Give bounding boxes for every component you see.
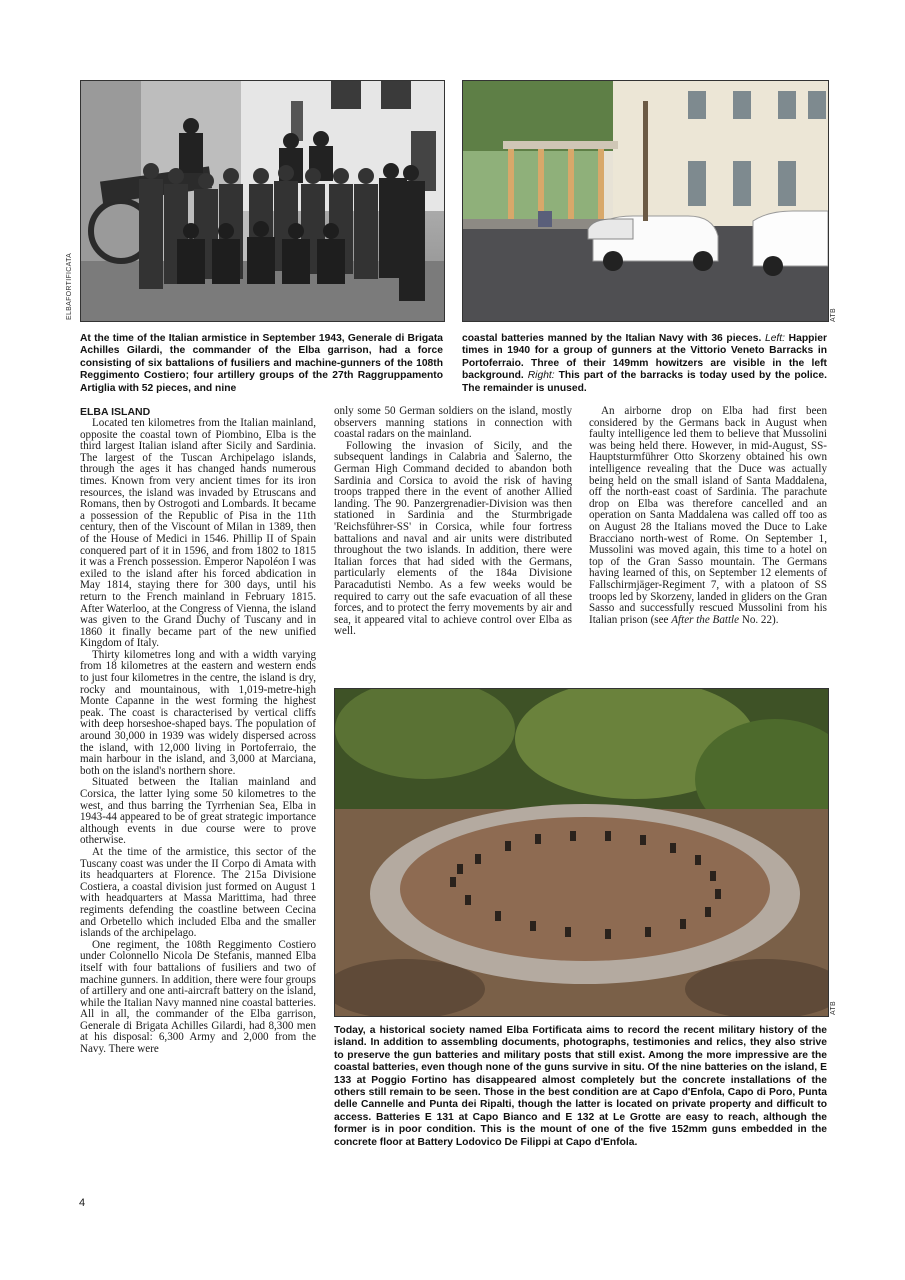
section-heading: ELBA ISLAND [80,406,151,418]
gun-mount-photo-image [335,689,828,1016]
page-number: 4 [79,1197,86,1209]
caption-top-left-text: At the time of the Italian armistice in September 1943, Generale di Brigata Achilles Gilardi, the commander of the Elba garrison, had a force consisting of six battalions of fusiliers and machine-gunners of the 108th Reggimento Costiero; four artillery groups of the 27th Raggruppamento Artiglia with 52 pieces, and nine [80,333,443,394]
col3-text-end: No. 22). [741,613,779,626]
col1-paragraph: Situated between the Italian mainland and Corsica, the latter lying some 50 kilometres to the west, and thus barring the Tyrrhenian Sea, Elba in 1943-44 appeared to be of great strategic importance although events in due course were to prove otherwise. [80,776,316,847]
barracks-photo-image [463,81,828,321]
photo-gunners-1940 [80,80,445,322]
caption-top-right-part2: Happier times in 1940 for a group of gunners at the Vittorio Veneto Barracks in Portoferraio. Three of their 149mm howitzers are visible in the left background. [462,333,827,382]
photo-barracks-today [462,80,829,322]
caption-bottom-text: Today, a historical society named Elba Fortificata aims to record the recent military history of the island. In addition to assembling documents, photographs, testimonies and relics, they also strive to preserve the gun batteries and military posts that still exist. Among the more impressive are the coastal batteries, even though none of the guns survive in situ. Of the nine batteries on the island, E 133 at Poggio Fortino has disappeared almost completely but the concrete installations of the others still remain to be seen. Those in the best condition are at Capo d'Enfola, Capo di Poro, Punta delle Cannelle and Punta dei Ripalti, though the latter is located on private property and difficult to access. Batteries E 131 at Capo Bianco and E 132 at Le Grotte are easy to reach, although the former is in poor condition. This is the mount of one of the five 152mm guns embedded in the concrete floor at Battery Lodovico De Filippi at Capo d'Enfola. [334,1025,827,1148]
caption-top-right-part1: coastal batteries manned by the Italian Navy with 36 pieces. [462,333,762,344]
col3-text: An airborne drop on Elba had first been considered by the Germans back in August when faulty intelligence led them to believe that Mussolini was being held there. However, in mid-August, SS-Hauptsturmführer Otto Skorzeny obtained his own intelligence revealing that the Duce was actually being held on the small island of Santa Maddalena, off the north-east coast of Sardinia. The parachute drop on Elba was therefore cancelled and an operation on Santa Maddalena was called off too as on August 28 the Italians moved the Duce to Lake Bracciano north-west of Rome. On September 1, Mussolini was moved again, this time to a hotel on top of the Gran Sasso mountain. The Germans having learned of this, on September 12 elements of Fallschirmjäger-Regiment 7, with a platoon of SS troops led by Skorzeny, landed in gliders on the Gran Sasso and successfully rescued Mussolini from his Italian prison (see [589,405,827,626]
photo-credit-left: ELBAFORTIFICATA [66,252,73,320]
photo-gun-mount [334,688,829,1017]
caption-top-right [462,333,827,395]
caption-top-right-text [462,333,827,395]
article-column-3 [589,406,827,626]
col1-paragraph: One regiment, the 108th Reggimento Costiero under Colonnello Nicola De Stefanis, manned Elba itself with four battalions of fusiliers and two of machine gunners. In addition, there were four groups of artillery and one anti-aircraft battery on the island, while the Italian Navy manned nine coastal batteries. All in all, the commander of the Elba garrison, Generale di Brigata Achilles Gilardi, had 8,300 men at his disposal: 6,300 Army and 2,000 from the Navy. There were [80,938,316,1056]
col2-paragraph: only some 50 German soldiers on the island, mostly observers manning stations in connection with coastal radars on the mainland. [334,405,572,441]
col1-paragraph: Thirty kilometres long and with a width varying from 18 kilometres at the eastern and western ends to just four kilometres in the centre, the island is dry, rocky and mountainous, with 1,019-metre-high Monte Capanne in the west forming the highest peak. The coast is characterised by vertical cliffs with deep horseshoe-shaped bays. The population of around 30,000 in 1939 was widely dispersed across the island, with 12,000 living in Portoferraio, the main harbour in the island, and 3,000 at Marciana, both on the island's northern shore. [80,648,316,777]
article-column-2 [334,406,572,638]
photo-credit-right: ATB [830,308,837,322]
gunners-photo-image [81,81,444,321]
col1-paragraph: At the time of the armistice, this sector of the Tuscany coast was under the II Corpo di Amata with its headquarters at Florence. The 215a Divisione Costiera, a coastal division just formed on August 1 with headquarters at Massa Marittima, had three regiments defending the coastline between Cecina and Orbetello which included Elba and the smaller islands of the archipelago. [80,845,316,940]
article-column-1 [80,406,316,1056]
col1-paragraph: Located ten kilometres from the Italian mainland, opposite the coastal town of Piombino, Elba is the third largest Italian island after Sicily and Sardinia. The largest of the Tuscan Archipelago islands, through the ages it has changed hands numerous times. Known from very ancient times for its iron resources, the island was invaded by Etruscans and Romans, then by Ostrogoti and Lombards. It became a possession of the Republic of Pisa in the 11th century, then of the Viscount of Milan in 1389, then of the House of Medici in 1546. Phillip II of Spain conquered part of it in 1596, and from 1802 to 1815 it was a French possession. Emperor Napoléon I was exiled to the island after his forced abdication in May 1814, staying there for 300 days, until his return to the French mainland in February 1815. After Waterloo, at the Congress of Vienna, the island was given to the Grand Duchy of Tuscany and in 1860 it finally became part of the new unified Kingdom of Italy. [80,417,316,650]
caption-left-label: Left: [764,333,786,344]
caption-top-left [80,333,443,395]
col2-paragraph: Following the invasion of Sicily, and the subsequent landings in Calabria and Salerno, the German High Command decided to abandon both Sardinia and Corsica to avoid the risk of having troops trapped there in the event of another Allied landing. The 90. Panzergrenadier-Division was then stationed in Sardinia and the Sturmbrigade 'Reichsführer-SS' in Corsica, while four fortress battalions and naval and air units were distributed throughout the two islands. In addition, there were Italian forces that had sided with the Germans, particularly elements of the 184a Divisione Paracadutisti Nembo. As a few weeks would be required to carry out the safe evacuation of all these forces, and to protect the ferry movements by air and sea, it appeared vital to achieve control over Elba as well. [334,439,572,638]
col3-paragraph [589,406,827,626]
caption-right-label: Right: [527,370,555,382]
photo-credit-bottom: ATB [830,1001,837,1015]
caption-top-right-part3: This part of the barracks is today used by the police. The remainder is unused. [462,370,827,394]
magazine-reference: After the Battle [671,613,740,626]
caption-bottom [334,1025,827,1149]
